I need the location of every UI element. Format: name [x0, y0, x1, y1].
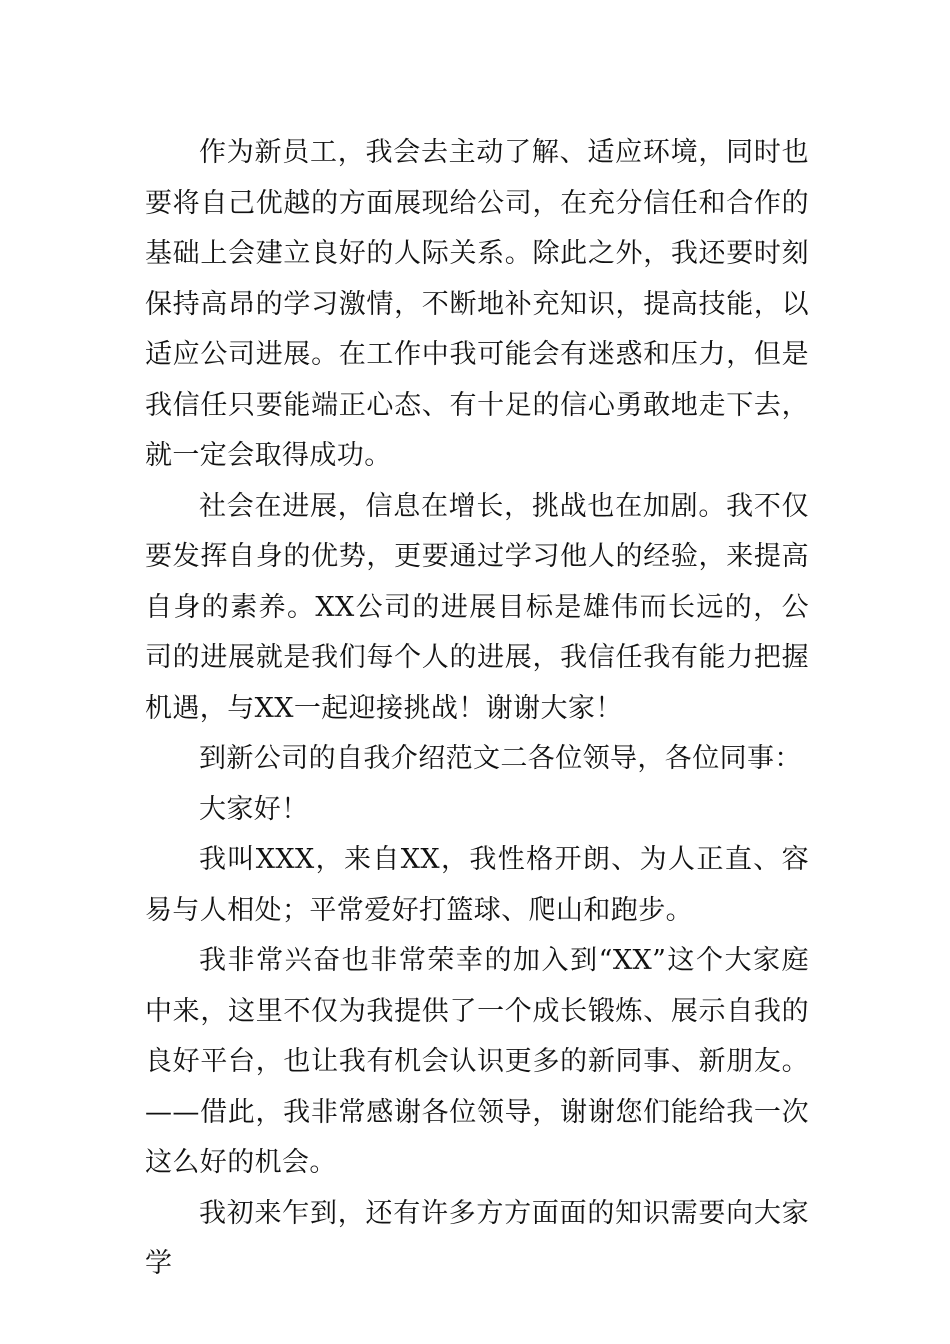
paragraph-self-introduction: 我叫XXX，来自XX，我性格开朗、为人正直、容易与人相处；平常爱好打篮球、爬山和跑步。	[145, 844, 809, 926]
document-body	[145, 128, 809, 1290]
paragraph-learning-intent: 我初来乍到，还有许多方方面面的知识需要向大家学	[145, 1197, 809, 1279]
paragraph-challenge-and-thanks: 社会在进展，信息在增长，挑战也在加剧。我不仅要发挥自身的优势，更要通过学习他人的经验，来提高自身的素养。XX公司的进展目标是雄伟而长远的，公司的进展就是我们每个人的进展，我信任我有能力把握机遇，与XX一起迎接挑战！谢谢大家！	[145, 490, 809, 724]
paragraph-greeting: 大家好！	[199, 793, 309, 825]
paragraph-sample-two-heading: 到新公司的自我介绍范文二各位领导，各位同事：	[199, 743, 802, 774]
paragraph-joining-team: 我非常兴奋也非常荣幸的加入到“XX”这个大家庭中来，这里不仅为我提供了一个成长锻炼、展示自我的良好平台，也让我有机会认识更多的新同事、新朋友。——借此，我非常感谢各位领导，谢谢您们能给我一次这么好的机会。	[145, 945, 809, 1178]
paragraph-new-employee-commitment: 作为新员工，我会去主动了解、适应环境，同时也要将自己优越的方面展现给公司，在充分信任和合作的基础上会建立良好的人际关系。除此之外，我还要时刻保持高昂的学习激情，不断地补充知识，提高技能，以适应公司进展。在工作中我可能会有迷惑和压力，但是我信任只要能端正心态、有十足的信心勇敢地走下去，就一定会取得成功。	[145, 137, 809, 471]
